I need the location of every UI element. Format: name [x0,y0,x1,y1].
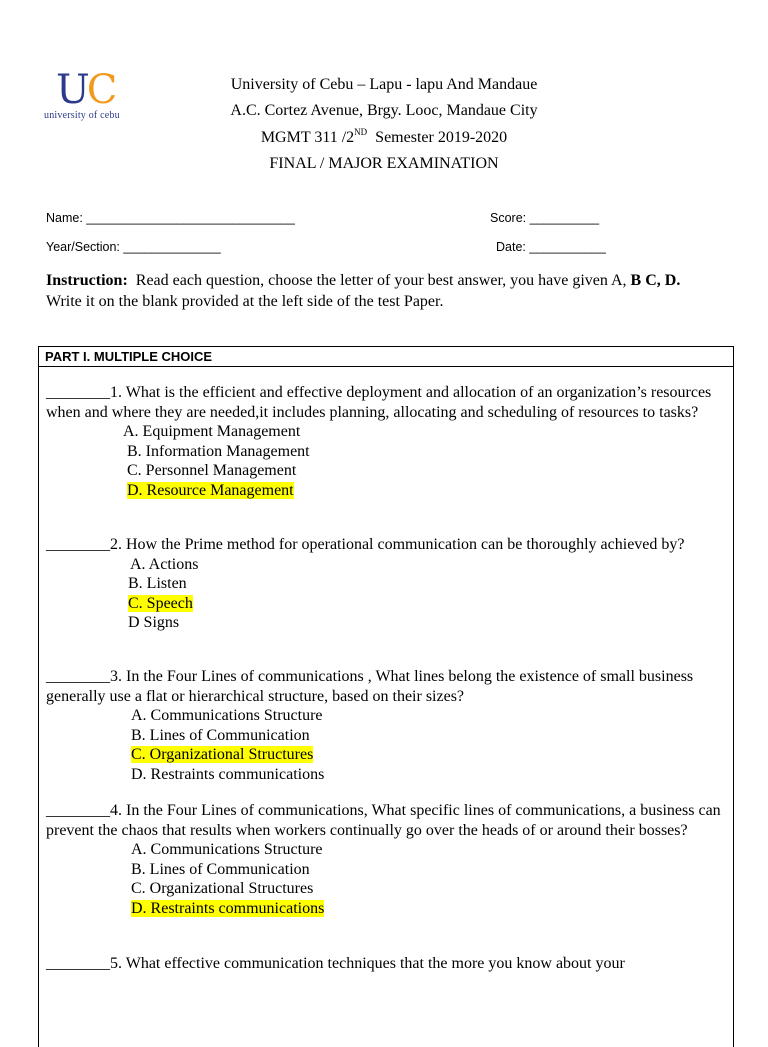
option-d: D. Restraints communications [131,765,325,783]
instruction [46,270,736,312]
part1-section [38,346,734,1047]
option-a: A. Communications Structure [131,841,323,858]
instruction-text: Read each question, choose the letter of your best answer, you have given A, [127,272,631,289]
option-a: A. Equipment Management [123,423,301,440]
year-section-field: Year/Section: ______________ [46,240,221,254]
instruction-text-2: Write it on the blank provided at the left side of the test Paper. [46,293,444,310]
question-3 [46,667,731,784]
question-text: ________4. In the Four Lines of communications, What specific lines of communications, a business can prevent the chaos that results when workers continually go over the heads of or around their bosses? [46,802,721,839]
option-c: C. Personnel Management [127,462,297,479]
option-c [128,594,731,614]
option-b: B. Listen [128,575,187,592]
option-a: A. Actions [130,555,199,573]
part1-title: PART I. MULTIPLE CHOICE [39,347,733,367]
answer-highlight: C. Organizational Structures [131,746,314,763]
name-field: Name: ______________________________ [46,211,295,225]
answer-highlight: D. Restraints communications [131,899,325,917]
option-d [123,481,731,501]
logo-text: university of cebu [44,110,120,121]
question-1 [46,383,731,500]
date-field: Date: ___________ [496,240,606,254]
option-b: B. Lines of Communication [131,860,310,878]
option-c [131,745,731,765]
option-b: B. Information Management [127,442,310,460]
option-b: B. Lines of Communication [131,726,310,744]
instruction-label: Instruction: [46,272,128,289]
question-text: ________3. In the Four Lines of communications , What lines belong the existence of small business generally use a flat or hierarchical structure, based on their sizes? [46,668,694,705]
question-5 [46,954,731,974]
exam-title: FINAL / MAJOR EXAMINATION [269,155,499,172]
question-text: ________2. How the Prime method for operational communication can be thoroughly achieved by? [46,536,685,553]
option-a: A. Communications Structure [131,707,323,724]
answer-highlight: C. Speech [128,594,193,612]
question-text: ________1. What is the efficient and effective deployment and allocation of an organization’s resources when and where they are needed,it includes planning, allocating and scheduling of resources to tasks? [46,384,712,421]
logo-mark: UC [56,67,115,113]
instruction-letters: B C, D. [630,272,681,289]
course-semester: MGMT 311 /2ND Semester 2019-2020 [260,127,508,146]
score-field: Score: __________ [490,211,600,225]
university-address: A.C. Cortez Avenue, Brgy. Looc, Mandaue City [230,102,538,119]
question-2 [46,535,731,633]
answer-highlight: D. Resource Management [127,481,294,499]
university-name: University of Cebu – Lapu - lapu And Mandaue [230,76,538,93]
option-d [131,899,731,919]
question-4 [46,801,731,918]
question-text: ________5. What effective communication techniques that the more you know about your [46,955,625,972]
option-c: C. Organizational Structures [131,880,314,897]
option-d: D Signs [128,614,180,631]
